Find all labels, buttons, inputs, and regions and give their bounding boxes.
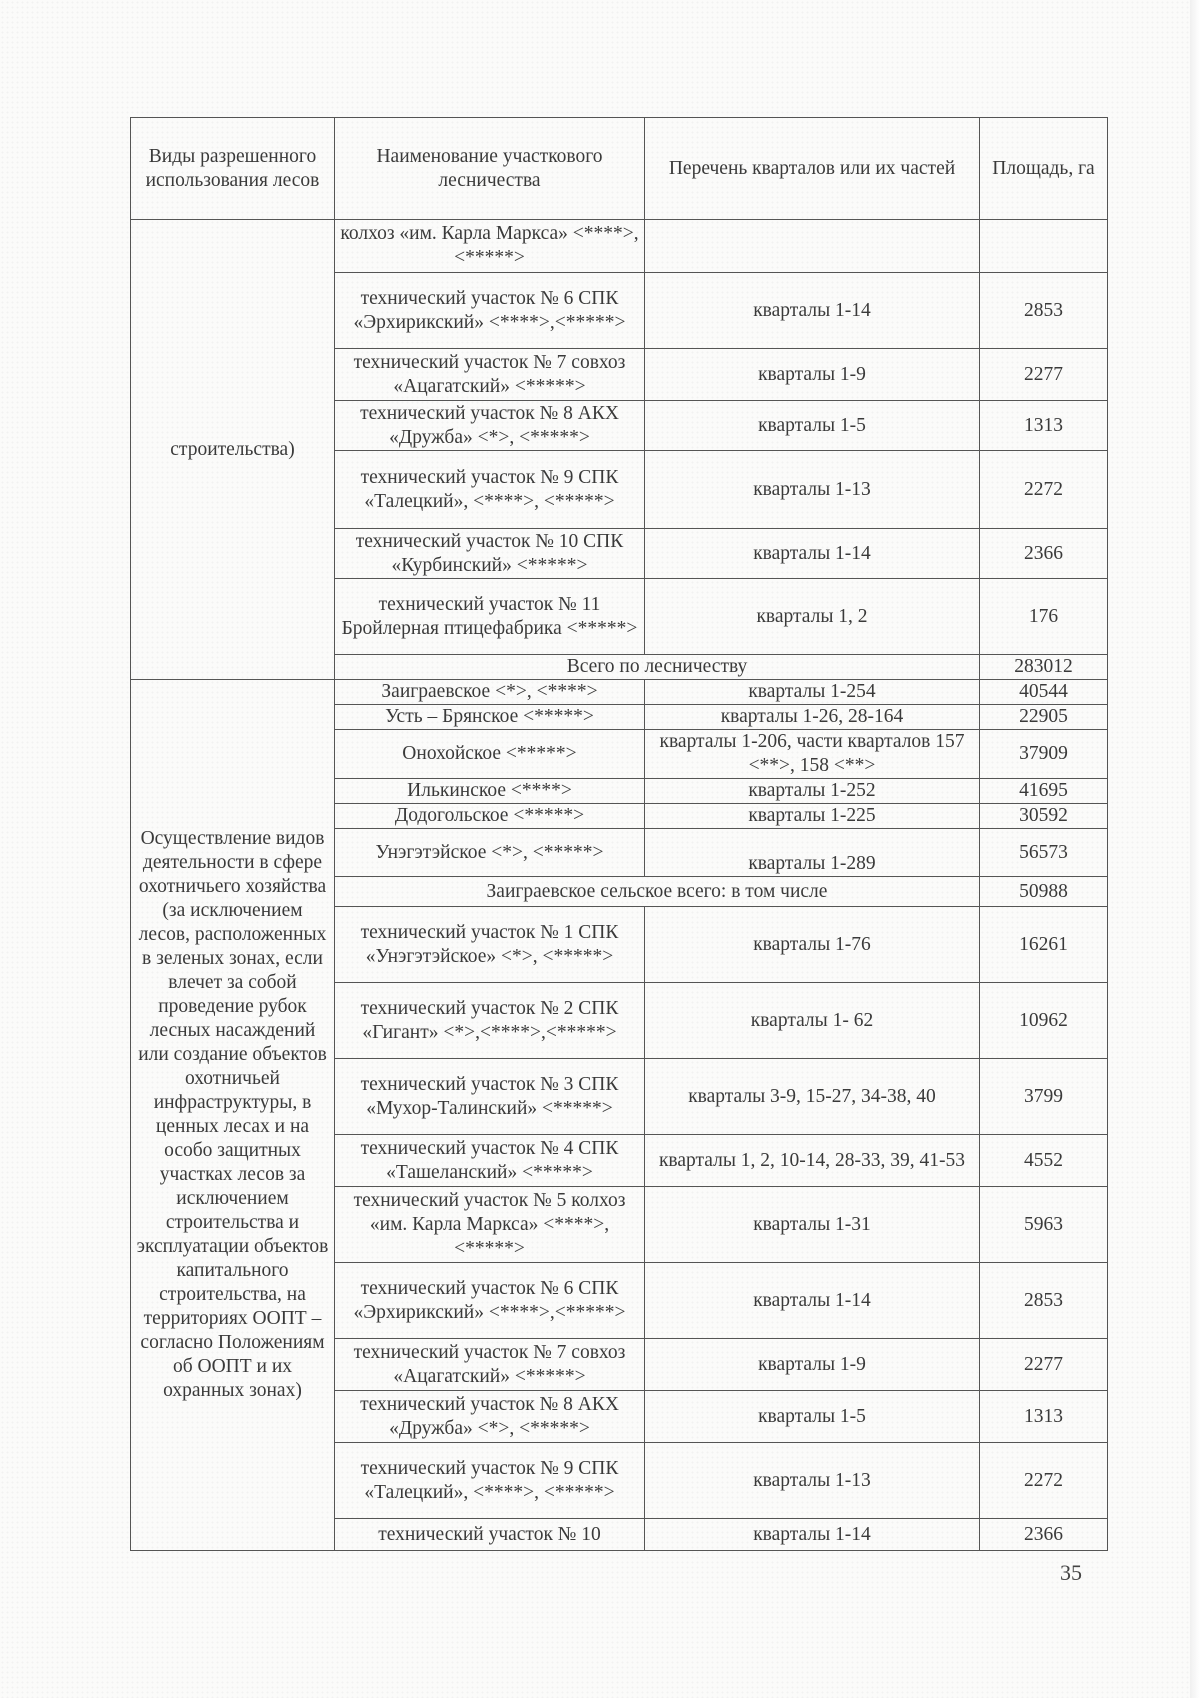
- forestry-name-cell: Усть – Брянское <*****>: [335, 705, 645, 730]
- forestry-name-cell: технический участок № 6 СПК «Эрхирикский» <****>,<*****>: [335, 273, 645, 349]
- area-cell: 2366: [980, 529, 1108, 579]
- forestry-name-cell: технический участок № 9 СПК «Талецкий», <****>, <*****>: [335, 451, 645, 529]
- quarters-cell: кварталы 3-9, 15-27, 34-38, 40: [645, 1059, 980, 1135]
- forestry-name-cell: технический участок № 8 АКХ «Дружба» <*>, <*****>: [335, 1391, 645, 1443]
- forestry-name-cell: технический участок № 9 СПК «Талецкий», <****>, <*****>: [335, 1443, 645, 1519]
- area-cell: 2366: [980, 1519, 1108, 1551]
- quarters-cell: кварталы 1, 2: [645, 579, 980, 655]
- area-cell: 2853: [980, 273, 1108, 349]
- subtotal-label: Заиграевское сельское всего: в том числе: [335, 877, 980, 907]
- area-cell: 2277: [980, 1339, 1108, 1391]
- forestry-name-cell: технический участок № 7 совхоз «Ацагатский» <*****>: [335, 1339, 645, 1391]
- quarters-cell: кварталы 1-14: [645, 1263, 980, 1339]
- area-cell: 2277: [980, 349, 1108, 401]
- quarters-cell: кварталы 1-9: [645, 349, 980, 401]
- header-area: Площадь, га: [980, 118, 1108, 220]
- use-type-cell: строительства): [131, 220, 335, 680]
- area-cell: 10962: [980, 983, 1108, 1059]
- table-header-row: [131, 118, 1108, 220]
- forestry-name-cell: технический участок № 2 СПК «Гигант» <*>,<****>,<*****>: [335, 983, 645, 1059]
- area-cell: 1313: [980, 1391, 1108, 1443]
- quarters-cell: кварталы 1-13: [645, 1443, 980, 1519]
- quarters-cell: кварталы 1-254: [645, 680, 980, 705]
- quarters-cell: кварталы 1-31: [645, 1187, 980, 1263]
- quarters-cell: кварталы 1-252: [645, 779, 980, 804]
- forest-use-table: [130, 117, 1108, 1551]
- header-quarters: Перечень кварталов или их частей: [645, 118, 980, 220]
- forestry-name-cell: технический участок № 11 Бройлерная птицефабрика <*****>: [335, 579, 645, 655]
- header-use-type: Виды разрешенного использования лесов: [131, 118, 335, 220]
- quarters-cell: кварталы 1-289: [645, 829, 980, 877]
- area-cell: 37909: [980, 730, 1108, 779]
- header-forestry-name: Наименование участкового лесничества: [335, 118, 645, 220]
- area-cell: 30592: [980, 804, 1108, 829]
- forestry-name-cell: технический участок № 6 СПК «Эрхирикский» <****>,<*****>: [335, 1263, 645, 1339]
- quarters-cell: кварталы 1-14: [645, 1519, 980, 1551]
- forestry-name-cell: технический участок № 8 АКХ «Дружба» <*>, <*****>: [335, 401, 645, 451]
- area-cell: 2853: [980, 1263, 1108, 1339]
- scan-edge: [1190, 0, 1200, 1698]
- area-cell: 16261: [980, 907, 1108, 983]
- forestry-name-cell: Додогольское <*****>: [335, 804, 645, 829]
- area-cell: 3799: [980, 1059, 1108, 1135]
- quarters-cell: кварталы 1-76: [645, 907, 980, 983]
- area-cell: [980, 220, 1108, 273]
- area-cell: 41695: [980, 779, 1108, 804]
- forestry-name-cell: технический участок № 5 колхоз «им. Карла Маркса» <****>, <*****>: [335, 1187, 645, 1263]
- quarters-cell: кварталы 1-5: [645, 1391, 980, 1443]
- quarters-cell: кварталы 1-206, части кварталов 157 <**>, 158 <**>: [645, 730, 980, 779]
- forestry-name-cell: технический участок № 4 СПК «Ташеланский» <*****>: [335, 1135, 645, 1187]
- forestry-name-cell: технический участок № 10 СПК «Курбинский» <*****>: [335, 529, 645, 579]
- area-cell: 2272: [980, 451, 1108, 529]
- area-cell: 2272: [980, 1443, 1108, 1519]
- use-type-cell: Осуществление видов деятельности в сфере охотничьего хозяйства (за исключением лесов, расположенных в зеленых зонах, если влечет за собой проведение рубок лесных насаждений или создание объектов охотничьей инфраструктуры, в ценных лесах и на особо защитных участках лесов за исключением строительства и эксплуатации объектов капитального строительства, на территориях ООПТ – согласно Положениям об ООПТ и их охранных зонах): [131, 680, 335, 1551]
- quarters-cell: кварталы 1-225: [645, 804, 980, 829]
- forestry-name-cell: Илькинское <****>: [335, 779, 645, 804]
- area-cell: 40544: [980, 680, 1108, 705]
- area-cell: 5963: [980, 1187, 1108, 1263]
- area-cell: 4552: [980, 1135, 1108, 1187]
- forestry-name-cell: Онохойское <*****>: [335, 730, 645, 779]
- quarters-cell: кварталы 1-13: [645, 451, 980, 529]
- quarters-cell: кварталы 1-14: [645, 529, 980, 579]
- quarters-cell: кварталы 1- 62: [645, 983, 980, 1059]
- quarters-cell: кварталы 1-14: [645, 273, 980, 349]
- quarters-cell: кварталы 1-9: [645, 1339, 980, 1391]
- subtotal-area: 50988: [980, 877, 1108, 907]
- forestry-name-cell: технический участок № 1 СПК «Унэгэтэйское» <*>, <*****>: [335, 907, 645, 983]
- area-cell: 1313: [980, 401, 1108, 451]
- quarters-cell: кварталы 1, 2, 10-14, 28-33, 39, 41-53: [645, 1135, 980, 1187]
- forestry-name-cell: технический участок № 10: [335, 1519, 645, 1551]
- area-cell: 22905: [980, 705, 1108, 730]
- total-area: 283012: [980, 655, 1108, 680]
- area-cell: 176: [980, 579, 1108, 655]
- table-row: [131, 680, 1108, 705]
- forestry-name-cell: Унэгэтэйское <*>, <*****>: [335, 829, 645, 877]
- total-label: Всего по лесничеству: [335, 655, 980, 680]
- page-number: 35: [1060, 1560, 1082, 1585]
- forestry-name-cell: технический участок № 7 совхоз «Ацагатский» <*****>: [335, 349, 645, 401]
- forestry-name-cell: технический участок № 3 СПК «Мухор-Талинский» <*****>: [335, 1059, 645, 1135]
- quarters-cell: [645, 220, 980, 273]
- quarters-cell: кварталы 1-5: [645, 401, 980, 451]
- table-row: [131, 220, 1108, 273]
- forestry-name-cell: Заиграевское <*>, <****>: [335, 680, 645, 705]
- forestry-name-cell: колхоз «им. Карла Маркса» <****>, <*****>: [335, 220, 645, 273]
- quarters-cell: кварталы 1-26, 28-164: [645, 705, 980, 730]
- area-cell: 56573: [980, 829, 1108, 877]
